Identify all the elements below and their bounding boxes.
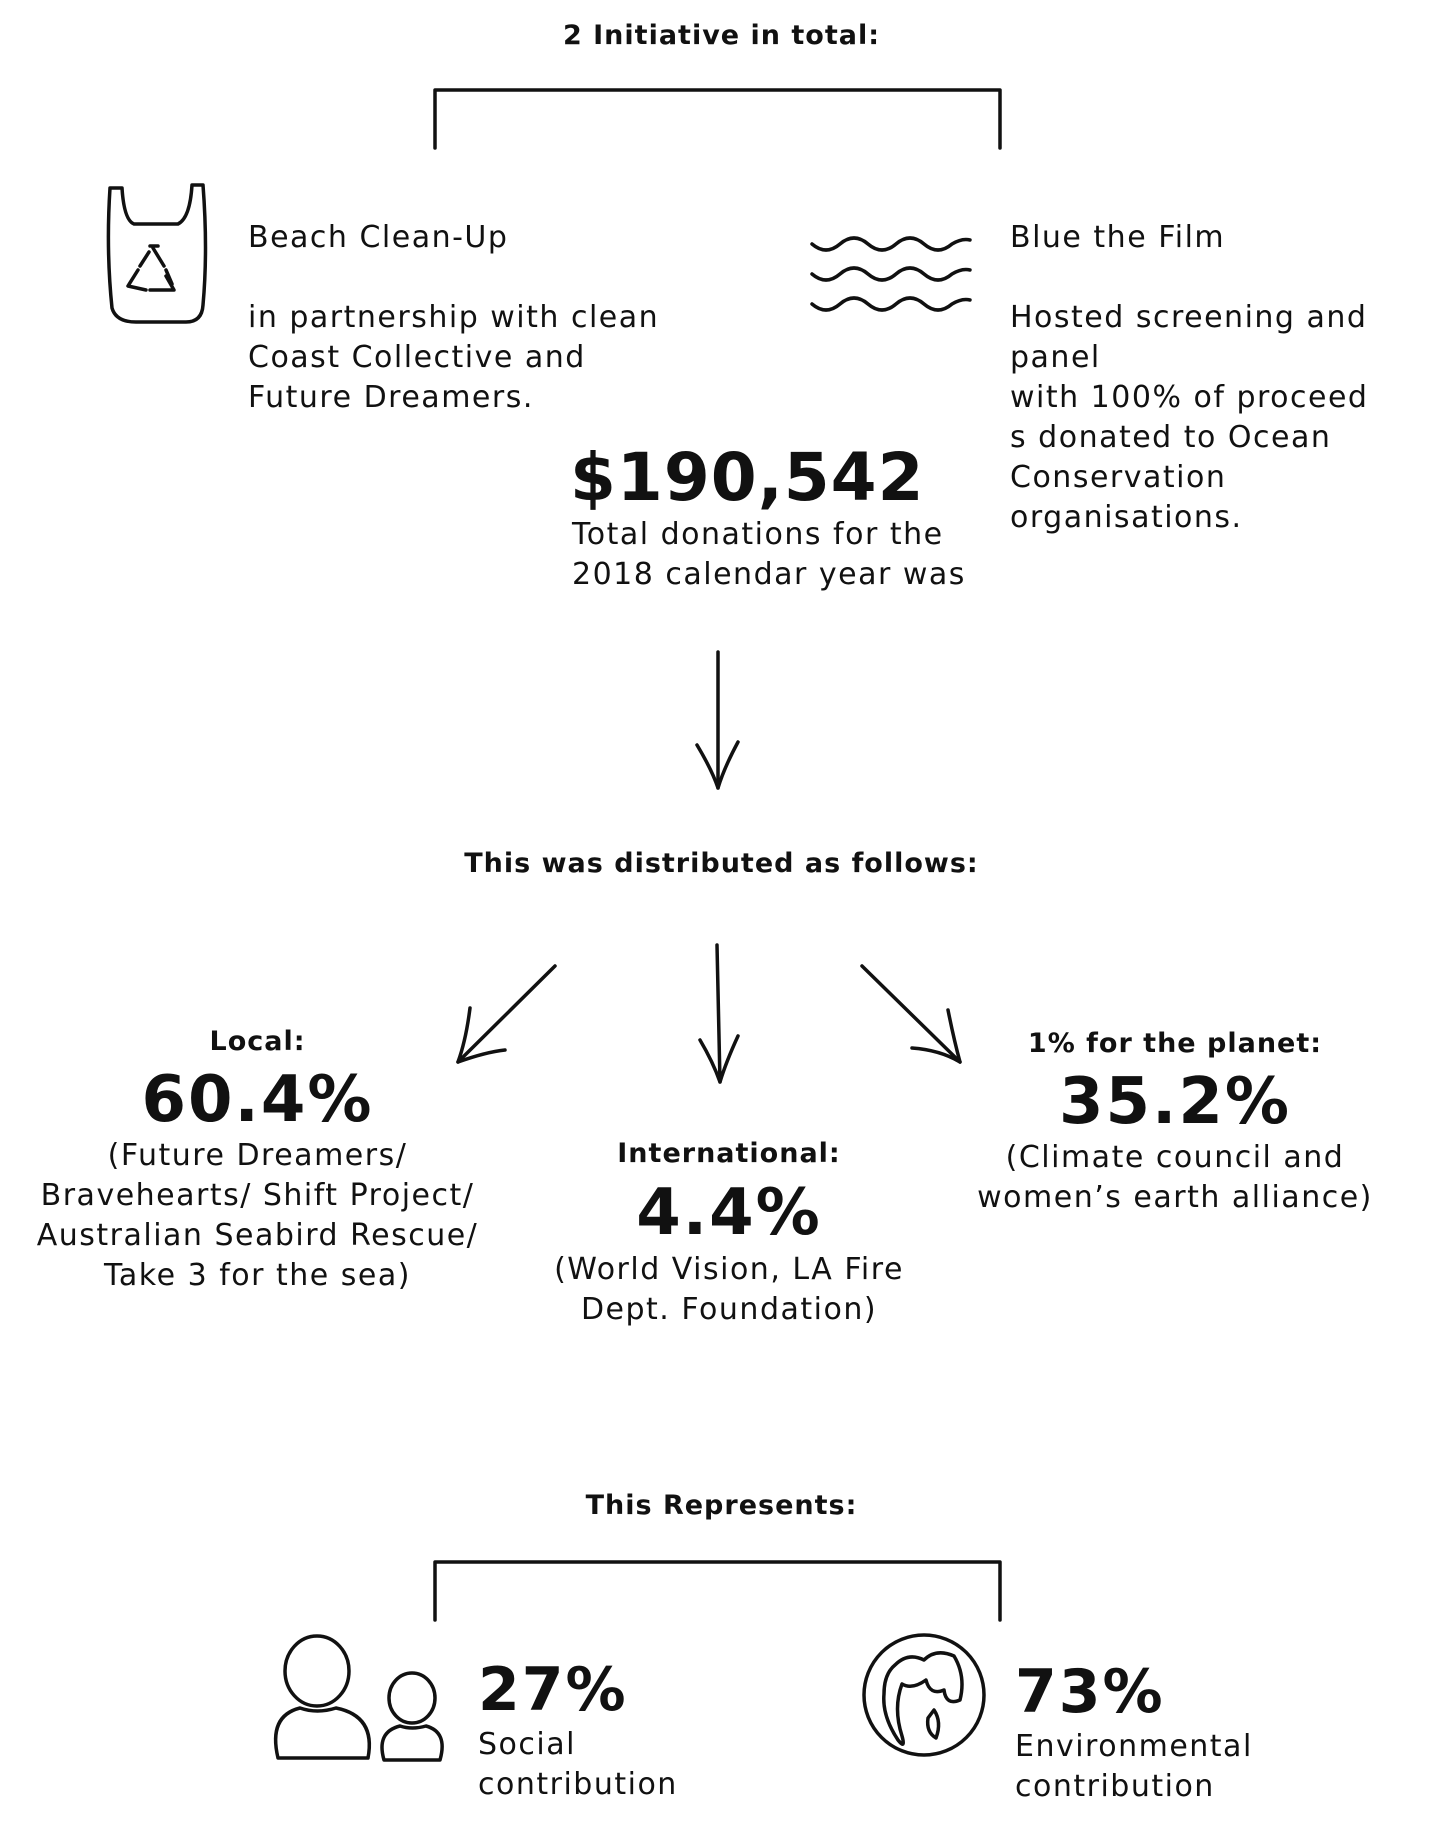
represents-bracket — [435, 1562, 1000, 1620]
initiative-description: in partnership with clean Coast Collective and Future Dreamers. — [248, 300, 660, 415]
distribution-percent: 4.4% — [636, 1176, 822, 1250]
distribution-planet — [975, 1022, 1375, 1218]
initiative-description: Hosted screening and panel with 100% of proceed s donated to Ocean Conservation organisations. — [1010, 300, 1369, 535]
distribution-percent: 35.2% — [1058, 1065, 1292, 1139]
initiative-title: Beach Clean-Up — [248, 220, 509, 255]
planet-arrow — [862, 966, 960, 1062]
globe-icon — [864, 1635, 984, 1755]
contribution-label: Environmental contribution — [1015, 1729, 1253, 1804]
distribution-local — [30, 1020, 485, 1296]
distribution-details: (Future Dreamers/ Bravehearts/ Shift Project/ Australian Seabird Rescue/ Take 3 for the sea) — [36, 1138, 479, 1293]
contribution-percent: 27% — [478, 1655, 628, 1725]
distribution-details: (World Vision, LA Fire Dept. Foundation) — [554, 1252, 904, 1327]
total-down-arrow — [697, 652, 738, 788]
total-amount: $190,542 — [570, 439, 925, 516]
contribution-label: Social contribution — [478, 1727, 678, 1802]
initiatives-heading: 2 Initiative in total: — [562, 20, 881, 51]
initiative-beach-cleanup — [248, 178, 668, 458]
social-contribution — [478, 1655, 758, 1805]
environmental-contribution — [1015, 1657, 1315, 1807]
distribution-label: 1% for the planet: — [1027, 1028, 1323, 1059]
recycle-bag-icon — [108, 185, 205, 322]
initiatives-bracket — [435, 90, 1000, 148]
people-icon — [276, 1636, 443, 1760]
waves-icon — [812, 238, 970, 310]
initiative-title: Blue the Film — [1010, 220, 1226, 255]
international-arrow — [700, 945, 738, 1082]
total-caption: Total donations for the 2018 calendar year was — [572, 517, 966, 592]
distribution-percent: 60.4% — [141, 1063, 374, 1137]
contribution-percent: 73% — [1015, 1657, 1165, 1727]
distribution-heading: This was distributed as follows: — [464, 848, 979, 879]
distribution-international — [520, 1132, 938, 1330]
distribution-details: (Climate council and women’s earth alliance) — [977, 1140, 1373, 1215]
distribution-label: International: — [617, 1138, 841, 1169]
initiative-blue-the-film — [1010, 178, 1435, 578]
represents-heading: This Represents: — [585, 1490, 858, 1521]
distribution-label: Local: — [209, 1026, 306, 1057]
